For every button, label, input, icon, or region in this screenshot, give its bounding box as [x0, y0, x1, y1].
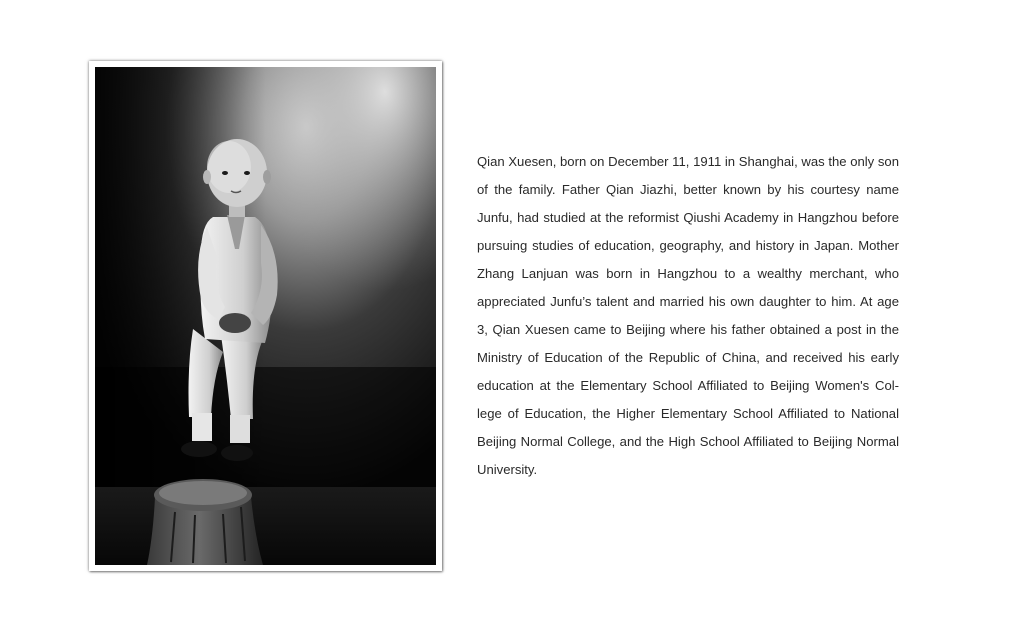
biography-line: University. [477, 462, 538, 477]
biography-line: Ministry of Education of the Republic of China, and received his early [477, 350, 899, 365]
biography-line: pursuing studies of education, geography, and history in Japan. Mother [477, 238, 899, 253]
biography-line: Zhang Lanjuan was born in Hangzhou to a wealthy merchant, who [477, 266, 899, 281]
biography-line: 3, Qian Xuesen came to Beijing where his father obtained a post in the [477, 322, 899, 337]
tree-stump [147, 479, 263, 565]
biography-line: lege of Education, the Higher Elementary School Affiliated to National [477, 406, 899, 421]
biography-line: appreciated Junfu’s talent and married his own daughter to him. At age [477, 294, 899, 309]
biography-text [477, 148, 899, 484]
biography-line: Junfu, had studied at the reformist Qiushi Academy in Hangzhou before [477, 210, 899, 225]
photo-frame [89, 61, 442, 571]
biography-line: education at the Elementary School Affiliated to Beijing Women's Col- [477, 378, 899, 393]
biography-line: Beijing Normal College, and the High School Affiliated to Beijing Normal [477, 434, 899, 449]
portrait-photo [95, 67, 436, 565]
biography-line: Qian Xuesen, born on December 11, 1911 in Shanghai, was the only son [477, 154, 899, 169]
biography-line: of the family. Father Qian Jiazhi, better known by his courtesy name [477, 182, 899, 197]
